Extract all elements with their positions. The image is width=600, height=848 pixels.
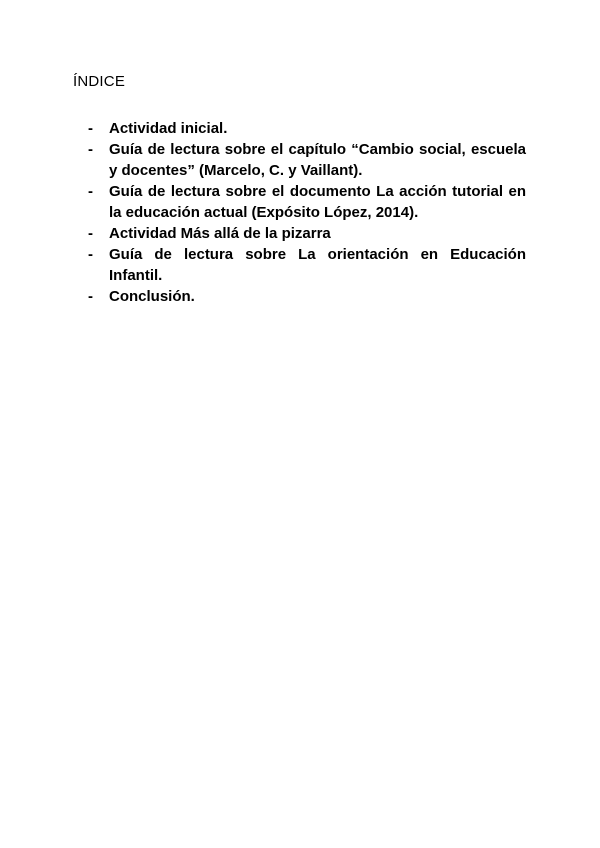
list-bullet: - xyxy=(88,141,93,158)
index-item-label: Guía de lectura sobre el documento La acción tutorial en la educación actual (Expósito López, 2014). xyxy=(109,183,526,221)
list-bullet: - xyxy=(88,225,93,242)
list-bullet: - xyxy=(88,120,93,137)
index-item-early-childhood-guide xyxy=(88,244,526,286)
index-heading: ÍNDICE xyxy=(73,73,126,90)
index-item-beyond-blackboard xyxy=(88,223,526,244)
index-list xyxy=(88,118,526,307)
list-bullet: - xyxy=(88,288,93,305)
index-item-conclusion xyxy=(88,286,526,307)
index-item-social-change-guide xyxy=(88,139,526,181)
index-item-label: Guía de lectura sobre el capítulo “Cambio social, escuela y docentes” (Marcelo, C. y Vaillant). xyxy=(109,141,526,179)
index-item-label: Guía de lectura sobre La orientación en Educación Infantil. xyxy=(109,246,526,284)
index-item-label: Actividad inicial. xyxy=(109,120,228,137)
index-item-label: Conclusión. xyxy=(109,288,195,305)
index-item-label: Actividad Más allá de la pizarra xyxy=(109,225,331,242)
index-item-initial-activity xyxy=(88,118,526,139)
list-bullet: - xyxy=(88,183,93,200)
list-bullet: - xyxy=(88,246,93,263)
index-item-tutorial-action-guide xyxy=(88,181,526,223)
